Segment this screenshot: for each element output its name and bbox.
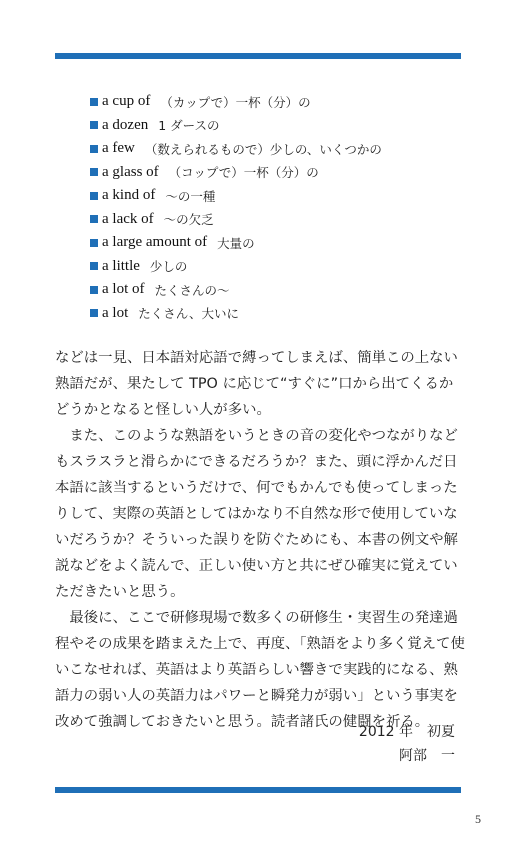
body-line: いだろうか？そういった誤りを防ぐためにも、本書の例文や解 [55, 532, 458, 548]
phrase-item [90, 161, 382, 185]
phrase-japanese: 1 ダースの [158, 118, 220, 134]
phrase-english: a glass of [102, 163, 159, 180]
square-bullet-icon [90, 192, 98, 200]
signature-author: 阿部 一 [399, 748, 455, 764]
body-paragraphs [55, 345, 465, 735]
body-line: 本語に該当するというだけで、何でもかんでも使ってしまった [55, 480, 458, 496]
bottom-rule [55, 787, 461, 793]
square-bullet-icon [90, 239, 98, 247]
phrase-english: a cup of [102, 93, 151, 110]
phrase-item [90, 278, 382, 302]
phrase-item [90, 208, 382, 232]
phrase-english: a little [102, 257, 140, 274]
body-line: もスラスラと滑らかにできるだろうか？また、頭に浮かんだ日 [55, 454, 458, 470]
signature-block [359, 720, 455, 768]
phrase-item [90, 114, 382, 138]
signature-date: 2012 年 初夏 [358, 724, 455, 740]
square-bullet-icon [90, 215, 98, 223]
phrase-japanese: ～の欠乏 [163, 212, 214, 228]
phrase-japanese: ～の一種 [165, 188, 216, 204]
phrase-english: a large amount of [102, 234, 208, 251]
body-line: りして、実際の英語としてはかなり不自然な形で使用していな [55, 506, 458, 522]
square-bullet-icon [90, 145, 98, 153]
square-bullet-icon [90, 262, 98, 270]
phrase-item [90, 302, 382, 326]
phrase-item [90, 184, 382, 208]
phrase-english: a few [102, 140, 135, 157]
phrase-list [90, 90, 382, 325]
phrase-item [90, 90, 382, 114]
square-bullet-icon [90, 168, 98, 176]
page-number: 5 [475, 812, 481, 826]
phrase-japanese: （コップで）一杯（分）の [168, 165, 319, 181]
body-line: ただきたいと思う。 [55, 584, 185, 600]
square-bullet-icon [90, 286, 98, 294]
square-bullet-icon [90, 121, 98, 129]
phrase-item [90, 255, 382, 279]
phrase-item [90, 231, 382, 255]
body-line: 語力の弱い人の英語力はパワーと瞬発力が弱い」という事実を [55, 688, 458, 704]
square-bullet-icon [90, 309, 98, 317]
body-line: 改めて強調しておきたいと思う。読者諸氏の健闘を祈る。 [55, 714, 430, 730]
top-rule [55, 53, 461, 59]
body-line: 熟語だが、果たして TPO に応じて“すぐに”口から出てくるか [55, 376, 454, 392]
phrase-japanese: たくさんの～ [154, 282, 230, 298]
body-line: 程やその成果を踏まえた上で、再度、「熟語をより多く覚えて使 [55, 636, 465, 652]
phrase-japanese: （数えられるもので）少しの、いくつかの [144, 141, 382, 157]
phrase-english: a kind of [102, 187, 156, 204]
phrase-japanese: たくさん、大いに [138, 306, 240, 322]
body-line: どうかとなると怪しい人が多い。 [55, 402, 271, 418]
phrase-japanese: 少しの [149, 259, 188, 275]
phrase-english: a lot of [102, 281, 145, 298]
square-bullet-icon [90, 98, 98, 106]
phrase-item [90, 137, 382, 161]
body-line: いこなせれば、英語はより英語らしい響きで実践的になる、熟 [55, 662, 458, 678]
phrase-english: a lack of [102, 210, 154, 227]
body-line: また、このような熟語をいうときの音の変化やつながりなど [55, 428, 458, 444]
body-line: 説などをよく読んで、正しい使い方と共にぜひ確実に覚えてい [55, 558, 458, 574]
phrase-japanese: 大量の [217, 235, 255, 251]
phrase-japanese: （カップで）一杯（分）の [160, 94, 311, 110]
body-line: 最後に、ここで研修現場で数多くの研修生・実習生の発達過 [55, 610, 458, 626]
phrase-english: a dozen [102, 116, 149, 133]
phrase-english: a lot [102, 304, 129, 321]
body-line: などは一見、日本語対応語で縛ってしまえば、簡単この上ない [55, 350, 458, 366]
